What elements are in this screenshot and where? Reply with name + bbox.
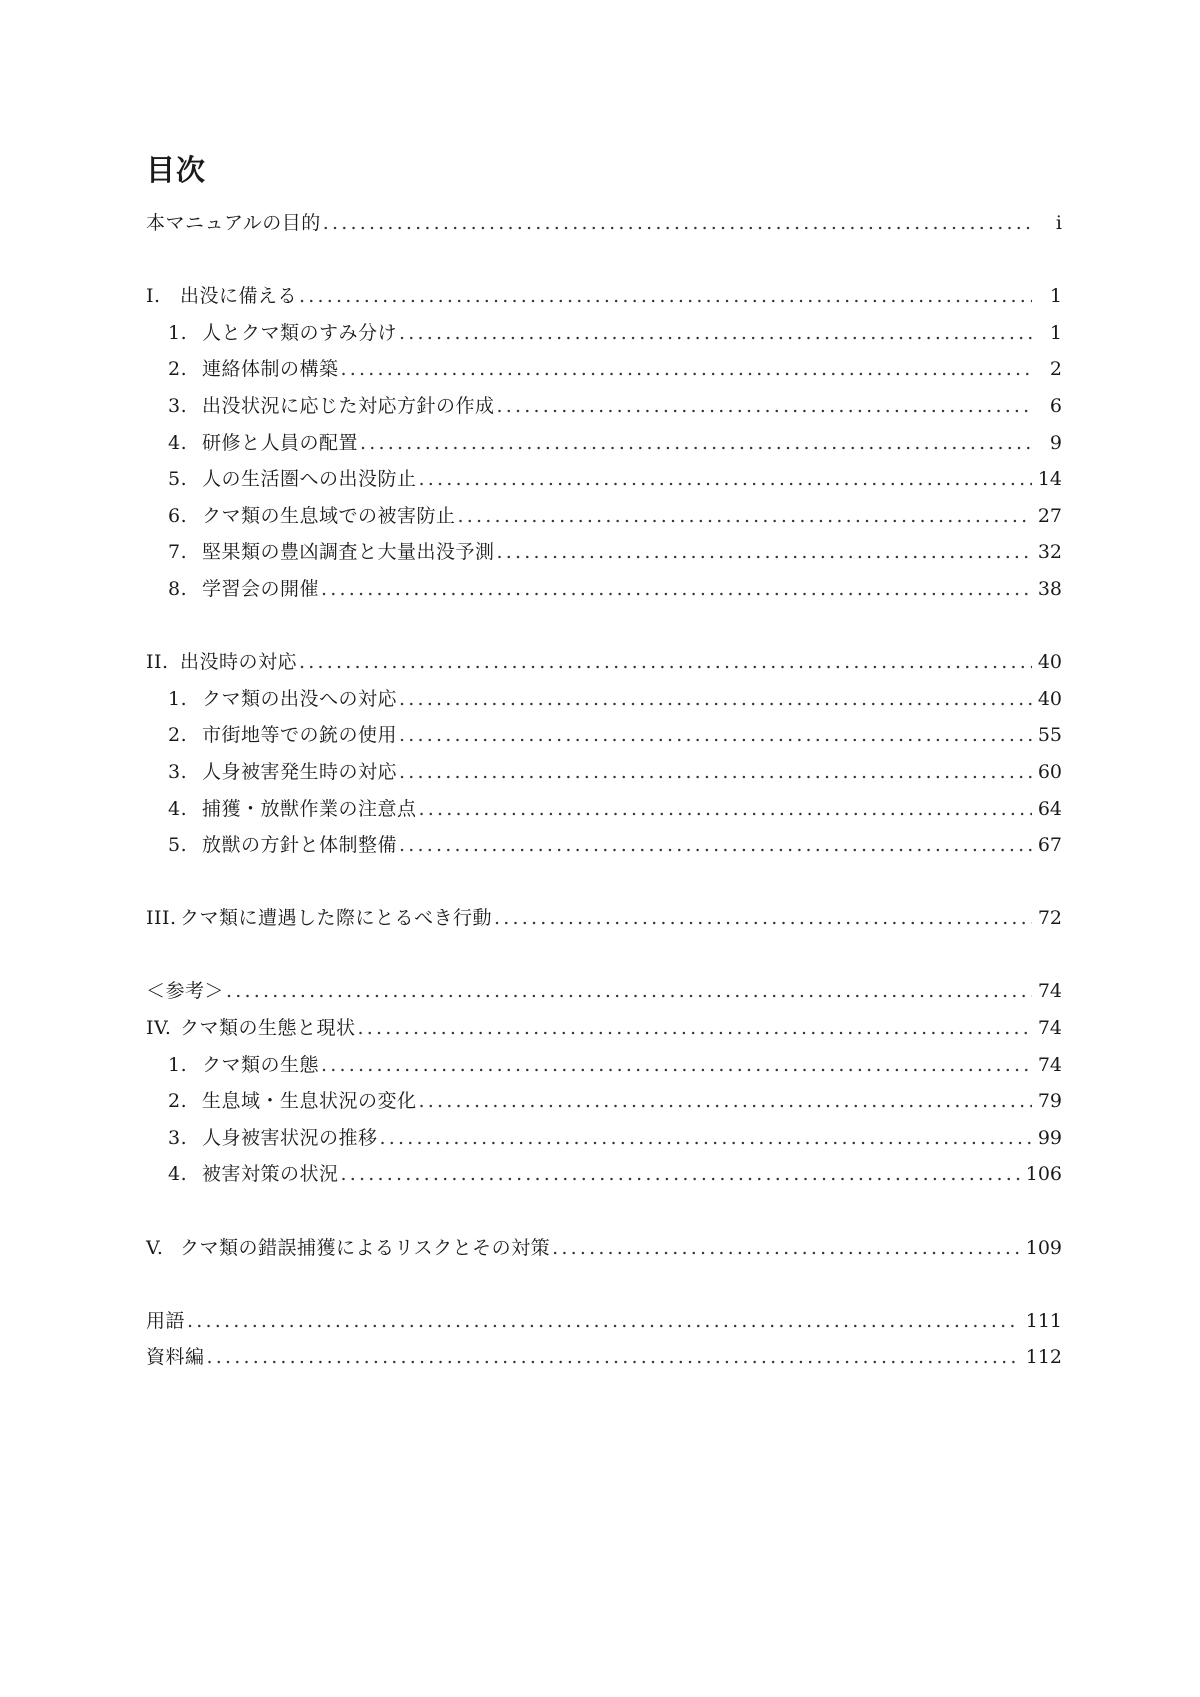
- toc-entry-number: 2.: [168, 1090, 188, 1113]
- toc-entry-text: クマ類の生態と現状: [180, 1017, 356, 1040]
- toc-entry[interactable]: [146, 647, 1062, 684]
- toc-entry[interactable]: [146, 720, 1062, 757]
- toc-entry-label: [168, 720, 397, 747]
- toc-entry-text: 捕獲・放獣作業の注意点: [202, 797, 417, 820]
- toc-entry[interactable]: [146, 830, 1062, 867]
- dot-leader: [207, 1346, 1020, 1368]
- toc-entry-label: [168, 574, 319, 601]
- toc-entry-text: クマ類の生態: [202, 1053, 320, 1076]
- toc-entry[interactable]: [146, 391, 1062, 428]
- toc-entry-number: III.: [146, 907, 177, 930]
- toc-entry-label: [168, 830, 397, 857]
- toc-entry[interactable]: [146, 1123, 1062, 1160]
- toc-entry-text: 学習会の開催: [202, 577, 320, 600]
- toc-entry-number: 7.: [168, 541, 188, 564]
- dot-leader: [226, 980, 1032, 1002]
- toc-list: [146, 208, 1062, 1379]
- toc-entry-text: 出没時の対応: [180, 651, 298, 674]
- toc-entry-text: 人身被害状況の推移: [202, 1126, 378, 1149]
- toc-page: [146, 150, 1062, 1379]
- toc-entry-text: 堅果類の豊凶調査と大量出没予測: [202, 541, 495, 564]
- toc-entry[interactable]: [146, 318, 1062, 355]
- dot-leader: [419, 468, 1032, 490]
- dot-leader: [399, 322, 1032, 344]
- toc-entry[interactable]: [146, 281, 1062, 318]
- dot-leader: [358, 1017, 1032, 1039]
- toc-entry-text: 本マニュアルの目的: [146, 212, 321, 234]
- toc-entry-number: 3.: [168, 760, 188, 783]
- dot-leader: [399, 834, 1032, 856]
- toc-entry-label: [168, 354, 339, 381]
- toc-entry-label: [168, 391, 495, 418]
- toc-entry-number: 2.: [168, 724, 188, 747]
- toc-entry-number: 1.: [168, 321, 188, 344]
- dot-leader: [399, 761, 1032, 783]
- dot-leader: [399, 688, 1032, 710]
- group-spacer: [146, 1269, 1062, 1306]
- toc-entry-number: 2.: [168, 358, 188, 381]
- toc-entry-label: [168, 318, 397, 345]
- toc-entry-label: [146, 647, 297, 674]
- toc-entry-text: 人の生活圏への出没防止: [202, 468, 417, 491]
- toc-entry-text: クマ類に遭遇した際にとるべき行動: [180, 907, 493, 930]
- toc-entry[interactable]: [146, 1306, 1062, 1343]
- toc-entry-page-number: 74: [1037, 980, 1062, 1003]
- toc-entry-page-number: 40: [1037, 687, 1062, 710]
- toc-entry[interactable]: [146, 757, 1062, 794]
- toc-entry[interactable]: [146, 208, 1062, 245]
- toc-entry-text: 放獣の方針と体制整備: [202, 834, 398, 857]
- toc-entry-text: クマ類の出没への対応: [202, 687, 398, 710]
- toc-entry-number: 4.: [168, 1163, 188, 1186]
- dot-leader: [380, 1127, 1032, 1149]
- toc-entry-label: [168, 684, 397, 711]
- toc-entry[interactable]: [146, 1159, 1062, 1196]
- toc-entry-label: [168, 1086, 417, 1113]
- toc-entry-text: クマ類の錯誤捕獲によるリスクとその対策: [180, 1236, 551, 1259]
- toc-entry-number: 3.: [168, 394, 188, 417]
- toc-entry-page-number: 60: [1037, 760, 1062, 783]
- toc-entry-number: 5.: [168, 468, 188, 491]
- toc-entry[interactable]: [146, 501, 1062, 538]
- toc-entry[interactable]: [146, 537, 1062, 574]
- toc-entry-label: [168, 757, 397, 784]
- dot-leader: [419, 798, 1032, 820]
- group-spacer: [146, 867, 1062, 904]
- dot-leader: [321, 1054, 1032, 1076]
- toc-entry[interactable]: [146, 1050, 1062, 1087]
- toc-entry-number: IV.: [146, 1017, 172, 1040]
- toc-entry-page-number: 14: [1037, 468, 1062, 491]
- toc-entry-text: 出没に備える: [180, 285, 298, 308]
- toc-entry[interactable]: [146, 464, 1062, 501]
- group-spacer: [146, 611, 1062, 648]
- dot-leader: [494, 907, 1032, 929]
- toc-entry-page-number: 1: [1049, 321, 1062, 344]
- dot-leader: [419, 1090, 1032, 1112]
- toc-entry-label: [168, 1123, 378, 1150]
- dot-leader: [399, 724, 1032, 746]
- toc-entry-page-number: 6: [1049, 394, 1062, 417]
- toc-entry-page-number: 99: [1037, 1126, 1062, 1149]
- toc-entry-text: 市街地等での銃の使用: [202, 724, 398, 747]
- toc-entry-text: 生息域・生息状況の変化: [202, 1090, 417, 1113]
- toc-entry-page-number: 112: [1025, 1346, 1062, 1369]
- toc-entry-label: [146, 976, 224, 1003]
- dot-leader: [341, 1163, 1020, 1185]
- dot-leader: [360, 432, 1032, 454]
- toc-entry-label: [168, 1050, 319, 1077]
- toc-entry-label: [146, 1233, 550, 1260]
- toc-entry-text: 連絡体制の構築: [202, 358, 339, 381]
- toc-entry-number: 1.: [168, 687, 188, 710]
- dot-leader: [341, 358, 1032, 380]
- toc-entry-number: 4.: [168, 431, 188, 454]
- dot-leader: [299, 651, 1032, 673]
- toc-entry-text: 資料編: [146, 1346, 205, 1369]
- toc-entry-text: 人とクマ類のすみ分け: [202, 321, 398, 344]
- toc-entry-page-number: 27: [1037, 504, 1062, 527]
- toc-entry-page-number: 74: [1037, 1017, 1062, 1040]
- toc-entry-text: 人身被害発生時の対応: [202, 760, 398, 783]
- toc-entry-page-number: 9: [1049, 431, 1062, 454]
- toc-entry-number: 4.: [168, 797, 188, 820]
- toc-entry-label: [146, 1306, 185, 1333]
- toc-entry-page-number: 74: [1037, 1053, 1062, 1076]
- toc-entry-page-number: 106: [1025, 1163, 1062, 1186]
- toc-entry-page-number: 1: [1049, 285, 1062, 308]
- group-spacer: [146, 1196, 1062, 1233]
- toc-entry-label: [168, 501, 456, 528]
- toc-entry-label: [168, 537, 495, 564]
- toc-entry-page-number: 111: [1025, 1309, 1062, 1332]
- group-spacer: [146, 245, 1062, 282]
- toc-entry[interactable]: [146, 1233, 1062, 1270]
- toc-entry-text: 研修と人員の配置: [202, 431, 359, 454]
- group-spacer: [146, 940, 1062, 977]
- toc-entry-page-number: 67: [1037, 834, 1062, 857]
- toc-entry[interactable]: [146, 903, 1062, 940]
- toc-entry-text: 用語: [146, 1309, 186, 1332]
- toc-entry[interactable]: [146, 794, 1062, 831]
- toc-entry-page-number: 38: [1037, 577, 1062, 600]
- toc-entry[interactable]: [146, 574, 1062, 611]
- dot-leader: [323, 212, 1032, 234]
- toc-entry-number: 5.: [168, 834, 188, 857]
- dot-leader: [497, 395, 1032, 417]
- toc-entry-text: 出没状況に応じた対応方針の作成: [202, 394, 495, 417]
- toc-entry-number: I.: [146, 285, 161, 308]
- toc-entry[interactable]: [146, 354, 1062, 391]
- toc-entry-page-number: 32: [1037, 541, 1062, 564]
- toc-entry-label: [146, 903, 492, 930]
- toc-entry-text: 被害対策の状況: [202, 1163, 339, 1186]
- dot-leader: [458, 505, 1032, 527]
- dot-leader: [552, 1237, 1020, 1259]
- toc-entry-label: [168, 428, 358, 455]
- toc-entry[interactable]: [146, 976, 1062, 1013]
- toc-entry-number: 3.: [168, 1126, 188, 1149]
- toc-entry[interactable]: [146, 1342, 1062, 1379]
- toc-entry-label: [168, 464, 417, 491]
- toc-entry-page-number: 79: [1037, 1090, 1062, 1113]
- toc-entry-label: [146, 208, 321, 235]
- toc-entry-page-number: 72: [1037, 907, 1062, 930]
- toc-entry-number: II.: [146, 651, 169, 674]
- dot-leader: [497, 541, 1032, 563]
- toc-entry-number: 8.: [168, 577, 188, 600]
- toc-entry[interactable]: [146, 1086, 1062, 1123]
- toc-entry-page-number: i: [1055, 212, 1062, 234]
- toc-entry-label: [146, 1013, 356, 1040]
- toc-entry-number: 1.: [168, 1053, 188, 1076]
- toc-entry-label: [168, 1159, 339, 1186]
- toc-entry-text: クマ類の生息域での被害防止: [202, 504, 456, 527]
- dot-leader: [299, 285, 1032, 307]
- toc-entry-label: [146, 1342, 205, 1369]
- toc-entry[interactable]: [146, 684, 1062, 721]
- toc-entry-number: 6.: [168, 504, 188, 527]
- toc-entry-label: [146, 281, 297, 308]
- toc-entry-number: V.: [146, 1236, 164, 1259]
- toc-entry[interactable]: [146, 428, 1062, 465]
- dot-leader: [321, 578, 1032, 600]
- toc-entry-page-number: 2: [1049, 358, 1062, 381]
- toc-entry-text: ＜参考＞: [146, 980, 225, 1003]
- toc-entry[interactable]: [146, 1013, 1062, 1050]
- toc-entry-page-number: 40: [1037, 651, 1062, 674]
- toc-entry-page-number: 55: [1037, 724, 1062, 747]
- dot-leader: [187, 1310, 1020, 1332]
- toc-entry-label: [168, 794, 417, 821]
- page-title: 目次: [146, 153, 207, 187]
- toc-entry-page-number: 64: [1037, 797, 1062, 820]
- toc-entry-page-number: 109: [1025, 1236, 1062, 1259]
